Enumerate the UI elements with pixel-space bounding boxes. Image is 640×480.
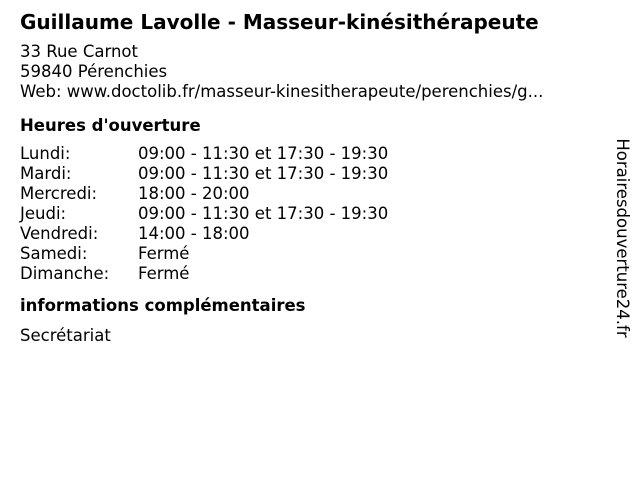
website-link[interactable]: Web: www.doctolib.fr/masseur-kinesitherapeute/perenchies/g... <box>20 82 544 101</box>
hours-row-tuesday <box>20 164 600 184</box>
city-postcode: 59840 Pérenchies <box>20 62 168 81</box>
day-hours: Fermé <box>138 264 190 283</box>
hours-row-friday <box>20 224 600 244</box>
hours-row-sunday <box>20 264 600 284</box>
day-label: Lundi: <box>20 144 71 163</box>
page-title: Guillaume Lavolle - Masseur-kinésithérapeute <box>20 10 539 34</box>
day-label: Jeudi: <box>20 204 67 223</box>
day-hours: 09:00 - 11:30 et 17:30 - 19:30 <box>138 164 389 183</box>
opening-hours-heading: Heures d'ouverture <box>20 116 201 135</box>
day-hours: Fermé <box>138 244 190 263</box>
hours-row-wednesday <box>20 184 600 204</box>
day-hours: 18:00 - 20:00 <box>138 184 250 203</box>
day-hours: 14:00 - 18:00 <box>138 224 250 243</box>
day-hours: 09:00 - 11:30 et 17:30 - 19:30 <box>138 204 389 223</box>
business-card <box>20 10 600 346</box>
additional-info-text: Secrétariat <box>20 326 111 345</box>
hours-row-saturday <box>20 244 600 264</box>
day-label: Mardi: <box>20 164 72 183</box>
additional-info-heading: informations complémentaires <box>20 296 306 315</box>
day-label: Dimanche: <box>20 264 110 283</box>
day-label: Samedi: <box>20 244 88 263</box>
day-label: Mercredi: <box>20 184 98 203</box>
hours-row-monday <box>20 144 600 164</box>
day-hours: 09:00 - 11:30 et 17:30 - 19:30 <box>138 144 389 163</box>
hours-row-thursday <box>20 204 600 224</box>
street-address: 33 Rue Carnot <box>20 42 138 61</box>
address-block <box>20 42 600 102</box>
opening-hours-table <box>20 144 600 284</box>
site-credit: Horairesdouverture24.fr <box>613 138 632 338</box>
day-label: Vendredi: <box>20 224 99 243</box>
